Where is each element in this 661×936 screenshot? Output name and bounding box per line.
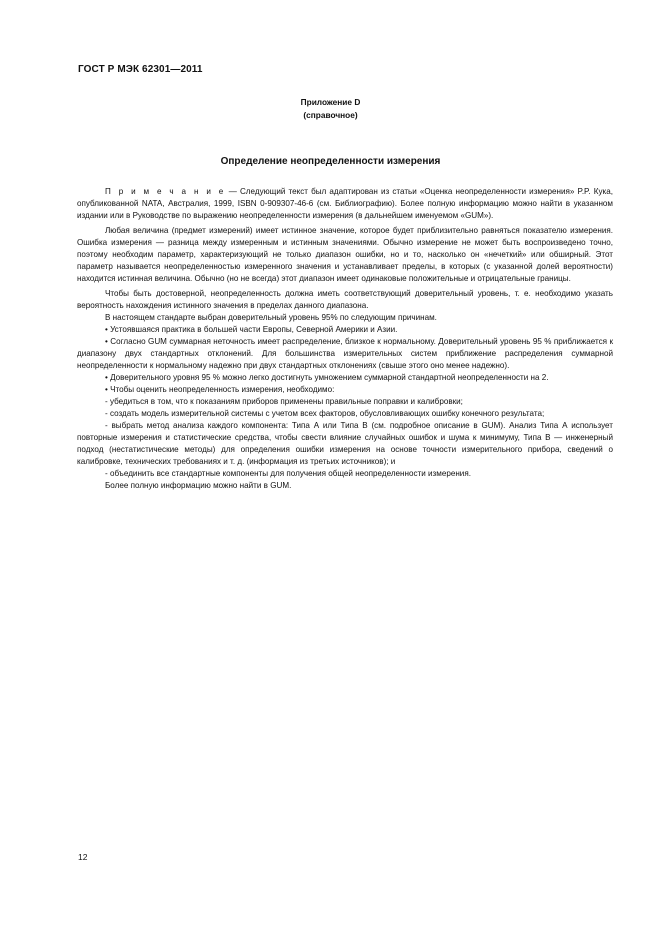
paragraph-reasons: В настоящем стандарте выбран доверительный уровень 95% по следующим причинам.	[105, 313, 437, 322]
note-paragraph	[77, 186, 613, 222]
page-number: 12	[78, 852, 88, 862]
annex-title: Приложение D	[300, 97, 361, 107]
note-label: П р и м е ч а н и е	[105, 187, 226, 196]
paragraph-more-info: Более полную информацию можно найти в GUM.	[105, 481, 292, 490]
paragraph-confidence: Чтобы быть достоверной, неопределенность должна иметь соответствующий доверительный уровень, т. е. необходимо указать вероятность нахождения истинного значения в пределах данного диапазона.	[77, 289, 613, 310]
section-title: Определение неопределенности измерения	[220, 156, 441, 167]
paragraph-definition: Любая величина (предмет измерений) имеет истинное значение, которое будет приблизительно равняться показателю измерения. Ошибка измерения — разница между измеренным и истинным значениями. Обычно измерение не может быть воспроизведено точно, поэтому необходим параметр, характеризующий не только диапазон ошибки, но и то, насколько он «нечеткий» или обширный. Этот параметр называется неопределенностью измеренного значения и устанавливает пределы, в которых (с указанной долей вероятности) находится истинная величина. Обычно (но не всегда) этот диапазон имеет одинаковые положительные и отрицательные границы.	[77, 226, 613, 283]
list-item: - объединить все стандартные компоненты для получения общей неопределенности измерения.	[105, 469, 471, 478]
list-item: - выбрать метод анализа каждого компонента: Типа А или Типа В (см. подробное описание в GUM). Анализ Типа А использует повторные измерения и статистические средства, чтобы свести влияние случайных ошибок и шума к минимуму, Типа В — инженерный подход (нестатистические методы) для определения ошибки измерения на основе точности измерительного прибора, сведений о калибровке, технических требованиях и т. д. (информация из третьих источников); и	[77, 421, 613, 466]
list-item: - убедиться в том, что к показаниям приборов применены правильные поправки и калибровки;	[105, 397, 463, 406]
annex-subtitle: (справочное)	[303, 110, 358, 120]
list-item: • Устоявшаяся практика в большей части Европы, Северной Америки и Азии.	[105, 325, 398, 334]
note-text: — Следующий текст был адаптирован из статьи «Оценка неопределенности измерения» P.P. Кука, опубликованной NATA, Австралия, 1999, ISBN 0-909307-46-6 (см. Библиографию). Более полную информацию можно найти в указанном издании или в Руководстве по выражению неопределенности измерения (в дальнейшем именуемом «GUM»).	[77, 187, 613, 220]
list-item: • Согласно GUM суммарная неточность имеет распределение, близкое к нормальному. Доверительный уровень 95 % приближается к диапазону двух стандартных отклонений. Для большинства измерительных систем приближение распределения суммарной неопределенности к нормальному надежно при двух стандартных отклонениях (свыше этого оно менее надежно).	[77, 337, 613, 370]
document-code-header: ГОСТ Р МЭК 62301—2011	[78, 64, 203, 75]
body-text	[77, 186, 613, 492]
list-item: - создать модель измерительной системы с учетом всех факторов, обусловливающих ошибку конечного результата;	[105, 409, 545, 418]
list-item: • Чтобы оценить неопределенность измерения, необходимо:	[105, 385, 335, 394]
list-item: • Доверительного уровня 95 % можно легко достигнуть умножением суммарной стандартной неопределенности на 2.	[105, 373, 549, 382]
